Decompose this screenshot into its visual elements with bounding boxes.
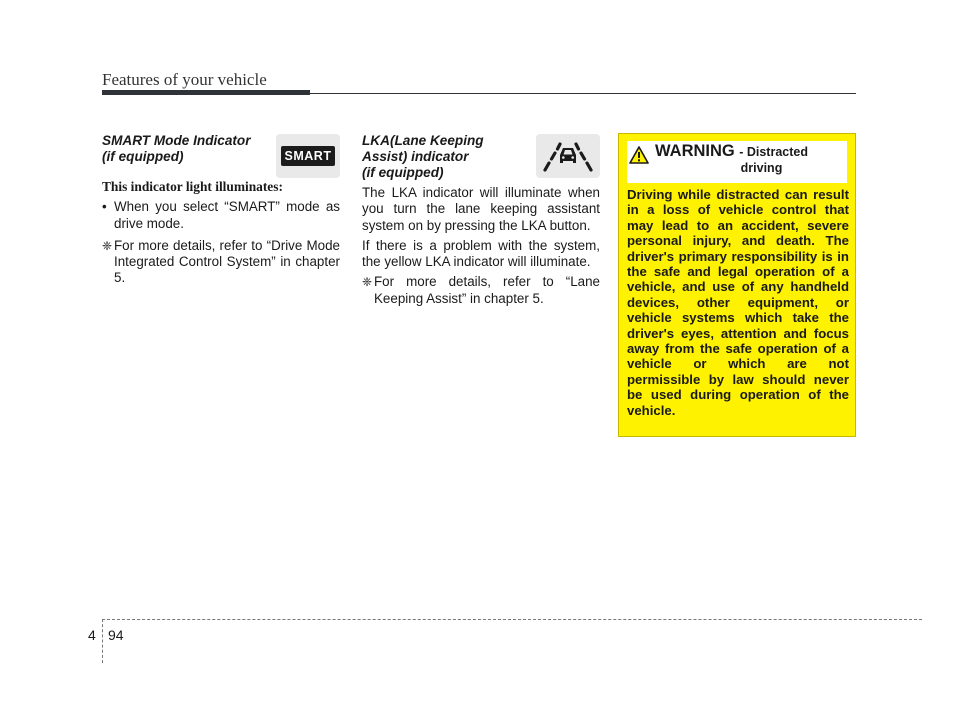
smart-indicator-icon [276,134,340,178]
smart-bullet-text: When you select “SMART” mode as drive mode. [114,199,340,231]
smart-bullet [102,199,340,232]
header-accent-bar [102,90,310,95]
warning-triangle-icon [629,146,649,164]
warning-label: WARNING [655,142,735,160]
warning-subtitle-2: driving [740,161,783,175]
lka-note-text: For more details, refer to “Lane Keeping Assist” in chapter 5. [374,274,600,306]
page-number: 94 [108,627,124,643]
header-rule [310,93,856,94]
warning-header [629,142,808,175]
footer-rule [102,619,922,620]
warning-box [618,133,856,437]
smart-note [102,238,340,287]
smart-icon-label: SMART [281,146,336,166]
note-mark-icon: ❈ [362,275,373,290]
bullet-icon: • [102,199,107,215]
smart-note-text: For more details, refer to “Drive Mode Integrated Control System” in chapter 5. [114,237,340,286]
page-header-title: Features of your vehicle [102,70,267,89]
footer-divider [102,619,103,663]
smart-title: SMART Mode Indicator (if equipped) [102,133,251,164]
car-lane-icon [540,139,596,173]
lka-para-1: The LKA indicator will illuminate when you turn the lane keeping assistant system on by pressing the LKA button. [362,185,600,233]
note-mark-icon: ❈ [102,238,113,253]
chapter-number: 4 [88,627,96,643]
warning-subtitle: - Distracted [739,145,808,159]
smart-lead: This indicator light illuminates: [102,179,283,194]
warning-text: Driving while distracted can result in a loss of vehicle control that may lead to an accident, severe personal injury, and death. The driver's primary responsibility is in the safe and legal operation of a vehicle, and use of any handheld devices, other equipment, or vehicle systems which take the driver's eyes, attention and focus away from the safe operation of a vehicle or which are not permissible by law should never be used during operation of the vehicle. [627,187,849,418]
lka-title: LKA(Lane Keeping Assist) indicator (if equipped) [362,133,484,180]
lka-para-2: If there is a problem with the system, the yellow LKA indicator will illuminate. [362,237,600,270]
lka-indicator-icon [536,134,600,178]
lka-note [362,274,600,307]
